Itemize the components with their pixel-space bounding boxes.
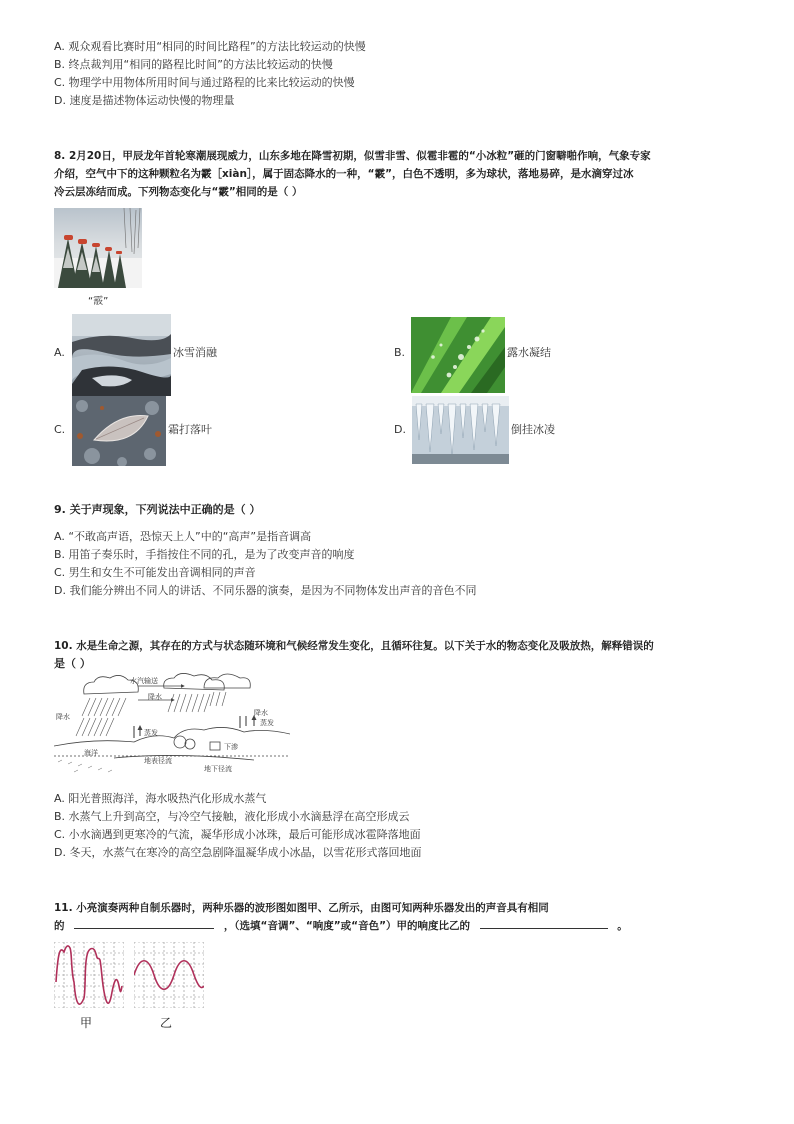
q11-text-a: 的 (54, 920, 65, 932)
diagram-label-vapor-transport: 水汽输送 (130, 677, 158, 685)
label-yi: 乙 (160, 1016, 173, 1030)
q8-option-a-letter: A. (54, 346, 65, 359)
diagram-label-precip-2: 降水 (56, 713, 70, 721)
frost-leaf-photo (72, 396, 166, 466)
diagram-label-groundwater: 地下径流 (204, 765, 232, 773)
diagram-label-evaporation-1: 蒸发 (144, 729, 158, 737)
q8-option-d-text: 倒挂冰凌 (511, 423, 555, 436)
q9-option-a: A. “不敢高声语，恐惊天上人”中的“高声”是指音调高 (54, 530, 312, 543)
diagram-label-infiltration: 下渗 (224, 743, 238, 751)
q8-option-d-letter: D. (394, 423, 406, 436)
ice-melting-photo (72, 314, 171, 396)
q8-option-c-text: 霜打落叶 (168, 423, 212, 436)
diagram-label-precip-1: 降水 (148, 693, 162, 701)
q7-option-b: B. 终点裁判用“相同的路程比时间”的方法比较运动的快慢 (54, 58, 333, 71)
q11-blank-1[interactable] (74, 917, 214, 929)
q9-stem: 9. 关于声现象，下列说法中正确的是（ ） (54, 503, 261, 516)
icicle-photo (412, 396, 509, 464)
q9-option-b: B. 用笛子奏乐时，手指按住不同的孔，是为了改变声音的响度 (54, 548, 355, 561)
diagram-label-surface-runoff: 地表径流 (144, 757, 172, 765)
q8-option-b-letter: B. (394, 346, 406, 359)
waveform-yi (134, 942, 204, 1008)
q8-option-a-text: 冰雪消融 (173, 346, 217, 359)
dew-photo (411, 317, 505, 393)
q10-stem-line2: 是（ ） (54, 657, 91, 670)
q10-stem-line1: 10. 水是生命之源，其存在的方式与状态随环境和气候经常发生变化，且循环往复。以下关于水的物态变化及吸放热，解释错误的 (54, 640, 654, 652)
diagram-label-precip-3: 降水 (254, 709, 268, 717)
q8-option-b-text: 露水凝结 (507, 346, 551, 359)
graupel-photo (54, 208, 142, 288)
q9-option-d: D. 我们能分辨出不同人的讲话、不同乐器的演奏，是因为不同物体发出声音的音色不同 (54, 584, 477, 597)
label-jia: 甲 (80, 1016, 93, 1030)
water-cycle-diagram (54, 672, 290, 778)
diagram-label-evaporation-2: 蒸发 (260, 719, 274, 727)
q8-option-c-letter: C. (54, 423, 66, 436)
q8-stem-line1: 8. 2月20日，甲辰龙年首轮寒潮展现威力，山东多地在降雪初期，似雪非雪、似雹非雹的“小冰粒”砸的门窗噼啪作响，气象专家 (54, 150, 651, 162)
waveform-jia (54, 942, 124, 1008)
q9-option-c: C. 男生和女生不可能发出音调相同的声音 (54, 566, 256, 579)
q10-option-a: A. 阳光普照海洋，海水吸热汽化形成水蒸气 (54, 792, 267, 805)
q11-stem-line2 (54, 916, 628, 936)
q10-option-c: C. 小水滴遇到更寒冷的气流，凝华形成小冰珠，最后可能形成冰雹降落地面 (54, 828, 421, 841)
q11-text-c: 。 (617, 920, 628, 932)
q10-option-b: B. 水蒸气上升到高空，与冷空气接触，液化形成小水滴悬浮在高空形成云 (54, 810, 410, 823)
q7-option-a: A. 观众观看比赛时用“相同的时间比路程”的方法比较运动的快慢 (54, 40, 366, 53)
q7-option-c: C. 物理学中用物体所用时间与通过路程的比来比较运动的快慢 (54, 76, 355, 89)
q11-stem-line1: 11. 小亮演奏两种自制乐器时，两种乐器的波形图如图甲、乙所示，由图可知两种乐器发出的声音具有相同 (54, 902, 549, 914)
q11-text-b: ，（选填“音调”、“响度”或“音色”）甲的响度比乙的 (223, 920, 470, 932)
q8-stem-line3: 冷云层冻结而成。下列物态变化与“霰”相同的是（ ） (54, 186, 303, 198)
q11-blank-2[interactable] (480, 917, 608, 929)
graupel-caption: “霰” (88, 296, 109, 307)
q7-option-d: D. 速度是描述物体运动快慢的物理量 (54, 94, 235, 107)
diagram-label-ocean: 海洋 (84, 749, 98, 757)
q8-stem-line2: 介绍，空气中下的这种颗粒名为霰［xiàn］，属于固态降水的一种，“霰”，白色不透明，多为球状，落地易碎，是水滴穿过冰 (54, 168, 634, 180)
q10-option-d: D. 冬天，水蒸气在寒冷的高空急剧降温凝华成小冰晶，以雪花形式落回地面 (54, 846, 422, 859)
